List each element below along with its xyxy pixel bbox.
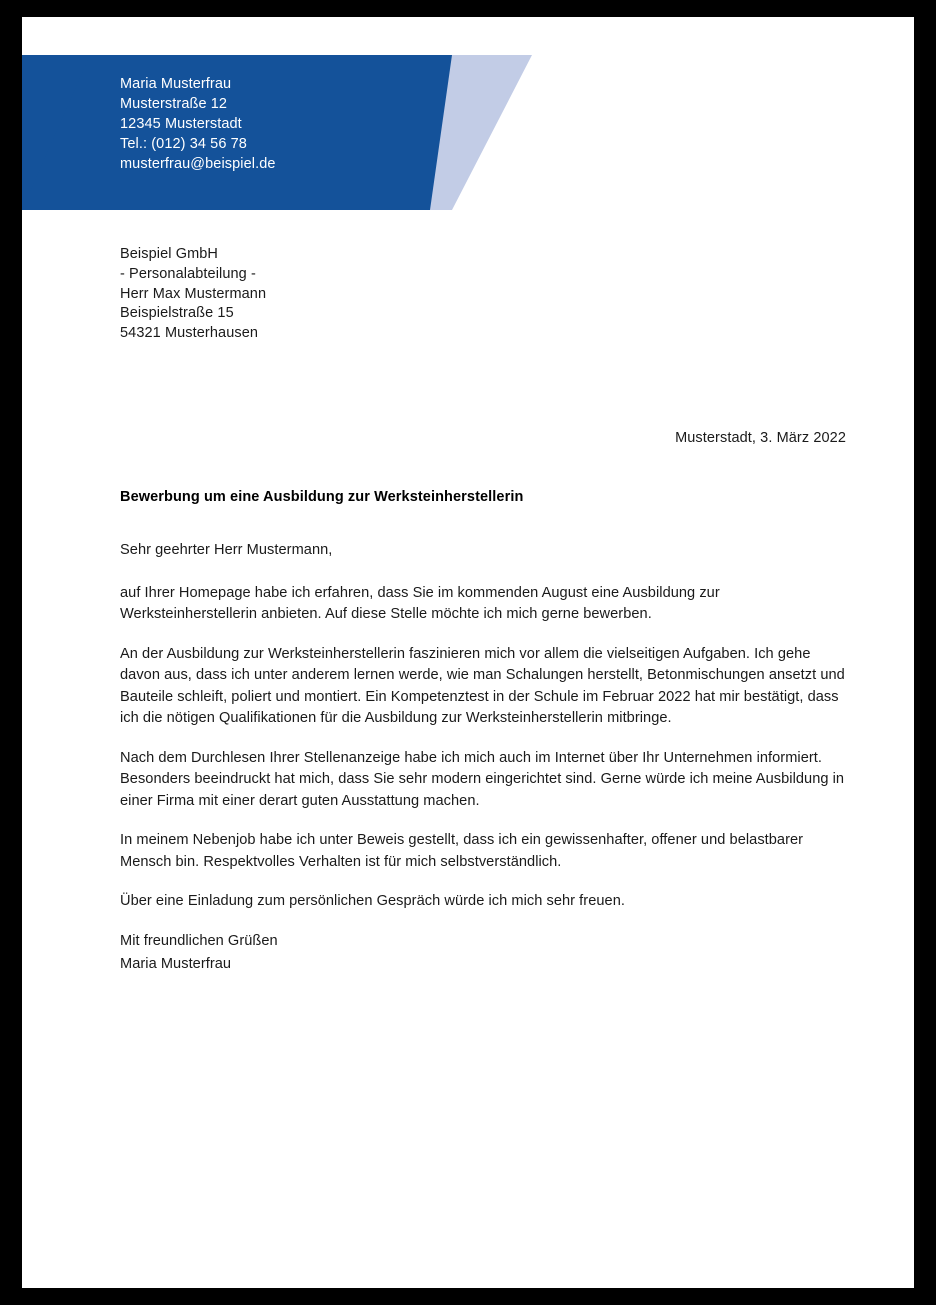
recipient-city: 54321 Musterhausen <box>120 325 259 342</box>
sender-name: Maria Musterfrau <box>120 76 232 92</box>
body-paragraph-2: An der Ausbildung zur Werksteinherstellerin faszinieren mich vor allem die vielseitigen Aufgaben. Ich gehe davon aus, dass ich unter anderem lernen werde, wie man Schalungen herstellt, Betonmischungen ansetzt und Bauteile schleift, poliert und montiert. Ein Kompetenztest in der Schule im Februar 2022 hat mir bestätigt, dass ich die nötigen Qualifikationen für die Ausbildung zur Werksteinherstellerin mitbringe. <box>120 645 845 726</box>
sender-city: 12345 Musterstadt <box>120 116 242 132</box>
recipient-street: Beispielstraße 15 <box>120 305 234 322</box>
body-paragraph-5: Über eine Einladung zum persönlichen Gespräch würde ich mich sehr freuen. <box>120 893 625 909</box>
body-paragraph-1: auf Ihrer Homepage habe ich erfahren, dass Sie im kommenden August eine Ausbildung zur Werksteinherstellerin anbieten. Auf diese Stelle möchte ich mich gerne bewerben. <box>120 584 720 622</box>
sender-street: Musterstraße 12 <box>120 96 228 112</box>
sender-email: musterfrau@beispiel.de <box>120 156 276 172</box>
sender-phone: Tel.: (012) 34 56 78 <box>120 136 247 152</box>
recipient-person: Herr Max Mustermann <box>120 285 267 302</box>
date-line: Musterstadt, 3. März 2022 <box>675 430 846 446</box>
body-paragraph-4: In meinem Nebenjob habe ich unter Beweis gestellt, dass ich ein gewissenhafter, offener und belastbarer Mensch bin. Respektvolles Verhalten ist für mich selbstverständlich. <box>120 832 804 870</box>
recipient-company: Beispiel GmbH <box>120 246 218 262</box>
salutation: Sehr geehrter Herr Mustermann, <box>120 542 333 558</box>
body-paragraph-3: Nach dem Durchlesen Ihrer Stellenanzeige habe ich mich auch im Internet über Ihr Unternehmen informiert. Besonders beeindruckt hat mich, dass Sie sehr modern eingerichtet sind. Gerne würde ich meine Ausbildung in einer Firma mit einer derart guten Ausstattung machen. <box>120 749 845 809</box>
closing-line: Mit freundlichen Grüßen <box>120 932 278 949</box>
sender-address-block <box>120 74 276 174</box>
recipient-department: - Personalabteilung - <box>120 265 256 282</box>
recipient-address-block <box>120 245 266 344</box>
signature-name: Maria Musterfrau <box>120 956 232 972</box>
letter-page <box>22 17 914 1288</box>
subject-line: Bewerbung um eine Ausbildung zur Werksteinherstellerin <box>120 489 524 505</box>
letter-body <box>120 540 850 952</box>
